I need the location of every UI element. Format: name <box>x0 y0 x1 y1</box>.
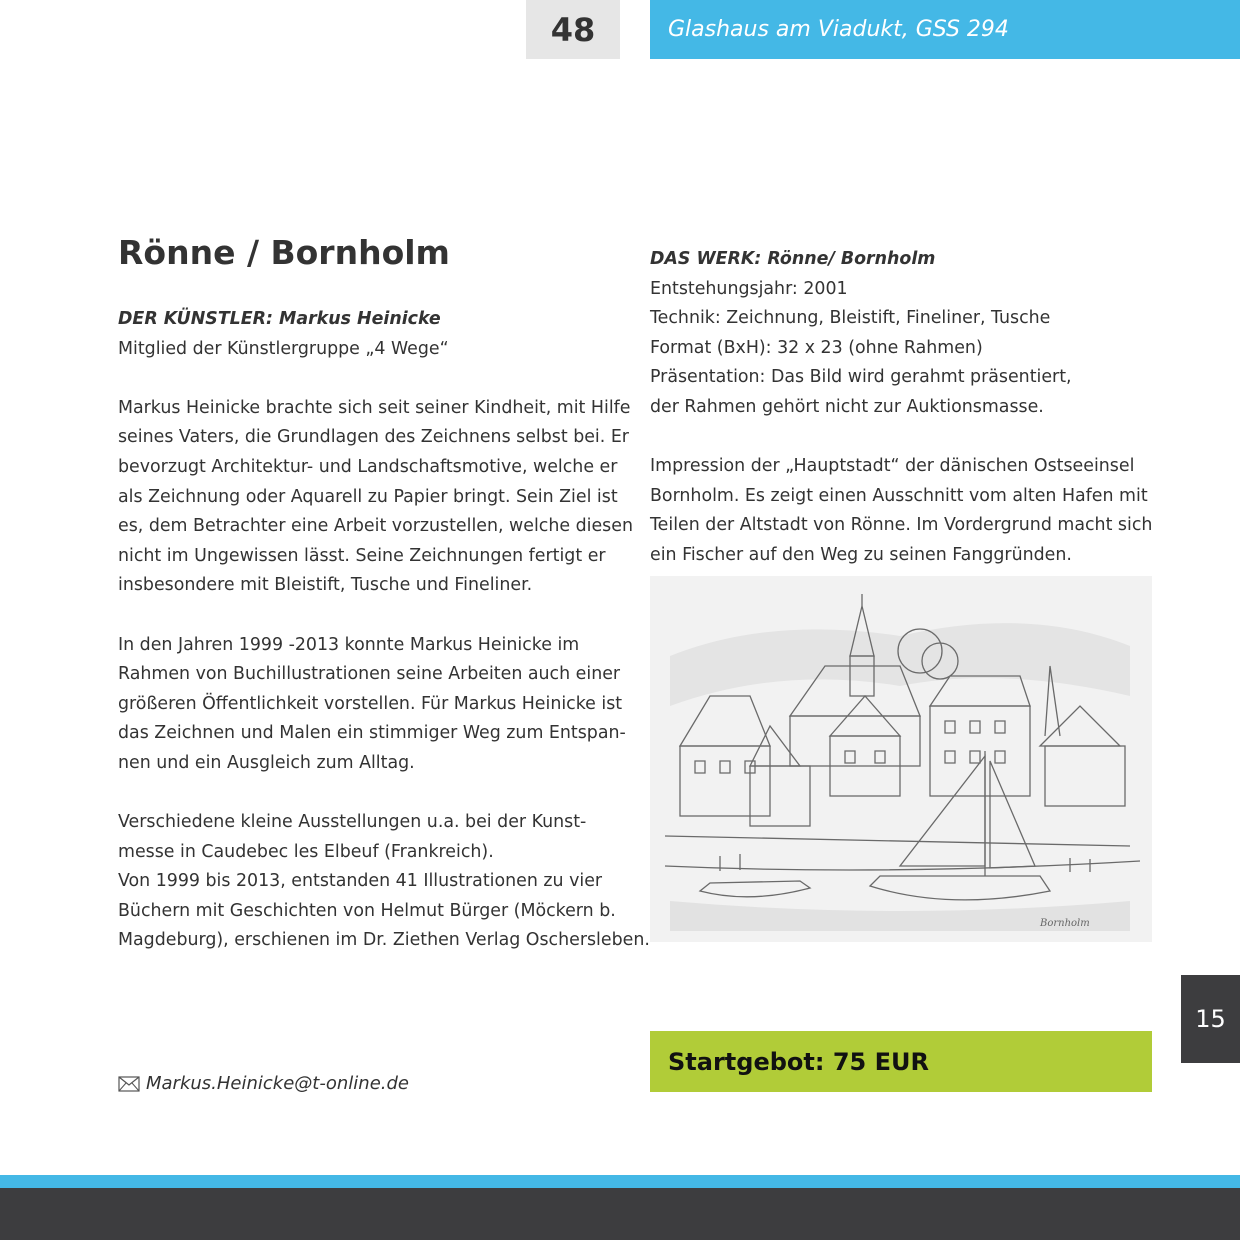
work-detail-year: Entstehungsjahr: 2001 <box>650 278 848 299</box>
text-line: bevorzugt Architektur- und Landschaftsmotive, welche er <box>118 456 618 477</box>
starting-bid-label: Startgebot: 75 EUR <box>668 1047 929 1076</box>
text-line: Büchern mit Geschichten von Helmut Bürger (Möckern b. <box>118 900 616 921</box>
artist-bio-paragraph-2 <box>118 631 626 779</box>
text-line: größeren Öffentlichkeit vorstellen. Für Markus Heinicke ist <box>118 693 623 714</box>
text-line: Bornholm. Es zeigt einen Ausschnitt vom alten Hafen mit <box>650 485 1148 506</box>
artist-bio-paragraph-3 <box>118 808 650 956</box>
lot-number: 48 <box>526 0 620 59</box>
work-detail-technique: Technik: Zeichnung, Bleistift, Fineliner, Tusche <box>650 308 1051 329</box>
text-line: seines Vaters, die Grundlagen des Zeichnens selbst bei. Er <box>118 427 629 448</box>
text-line: insbesondere mit Bleistift, Tusche und Fineliner. <box>118 575 533 596</box>
venue-banner <box>650 0 1240 59</box>
artwork-drawing <box>650 576 1152 942</box>
work-section <box>650 245 1155 571</box>
text-line: nen und ein Ausgleich zum Alltag. <box>118 752 415 773</box>
text-line: Verschiedene kleine Ausstellungen u.a. bei der Kunst- <box>118 812 587 833</box>
artist-section <box>118 305 650 956</box>
footer-accent-bar <box>0 1175 1240 1188</box>
artist-bio-paragraph-1 <box>118 394 633 601</box>
work-description <box>650 452 1155 570</box>
artist-heading: DER KÜNSTLER: Markus Heinicke <box>118 309 441 329</box>
text-line: messe in Caudebec les Elbeuf (Frankreich). <box>118 841 494 862</box>
text-line: Impression der „Hauptstadt“ der dänischen Ostseeinsel <box>650 456 1135 477</box>
page-number: 15 <box>1181 975 1240 1063</box>
text-line: es, dem Betrachter eine Arbeit vorzustellen, welche diesen <box>118 516 633 537</box>
artist-membership: Mitglied der Künstlergruppe „4 Wege“ <box>118 338 449 359</box>
artist-contact <box>118 1073 409 1094</box>
text-line: Von 1999 bis 2013, entstanden 41 Illustrationen zu vier <box>118 871 603 892</box>
work-heading: DAS WERK: Rönne/ Bornholm <box>650 249 936 269</box>
footer-bar <box>0 1188 1240 1240</box>
envelope-icon <box>118 1076 140 1092</box>
text-line: Magdeburg), erschienen im Dr. Ziethen Verlag Oschersleben. <box>118 930 650 951</box>
artwork-signature: Bornholm <box>1040 918 1090 929</box>
artist-email[interactable]: Markus.Heinicke@t-online.de <box>146 1073 409 1094</box>
venue-label: Glashaus am Viadukt, GSS 294 <box>668 17 1009 42</box>
text-line: ein Fischer auf den Weg zu seinen Fanggründen. <box>650 544 1072 565</box>
work-detail-format: Format (BxH): 32 x 23 (ohne Rahmen) <box>650 337 983 358</box>
text-line: Teilen der Altstadt von Rönne. Im Vordergrund macht sich <box>650 515 1153 536</box>
text-line: In den Jahren 1999 -2013 konnte Markus Heinicke im <box>118 634 580 655</box>
work-detail-frame-note: der Rahmen gehört nicht zur Auktionsmasse. <box>650 396 1044 417</box>
text-line: Rahmen von Buchillustrationen seine Arbeiten auch einer <box>118 664 621 685</box>
text-line: das Zeichnen und Malen ein stimmiger Weg zum Entspan- <box>118 723 626 744</box>
starting-bid-banner <box>650 1031 1152 1092</box>
page-title: Rönne / Bornholm <box>118 233 450 272</box>
text-line: Markus Heinicke brachte sich seit seiner Kindheit, mit Hilfe <box>118 397 631 418</box>
text-line: nicht im Ungewissen lässt. Seine Zeichnungen fertigt er <box>118 545 606 566</box>
text-line: als Zeichnung oder Aquarell zu Papier bringt. Sein Ziel ist <box>118 486 618 507</box>
work-detail-presentation: Präsentation: Das Bild wird gerahmt präsentiert, <box>650 367 1072 388</box>
